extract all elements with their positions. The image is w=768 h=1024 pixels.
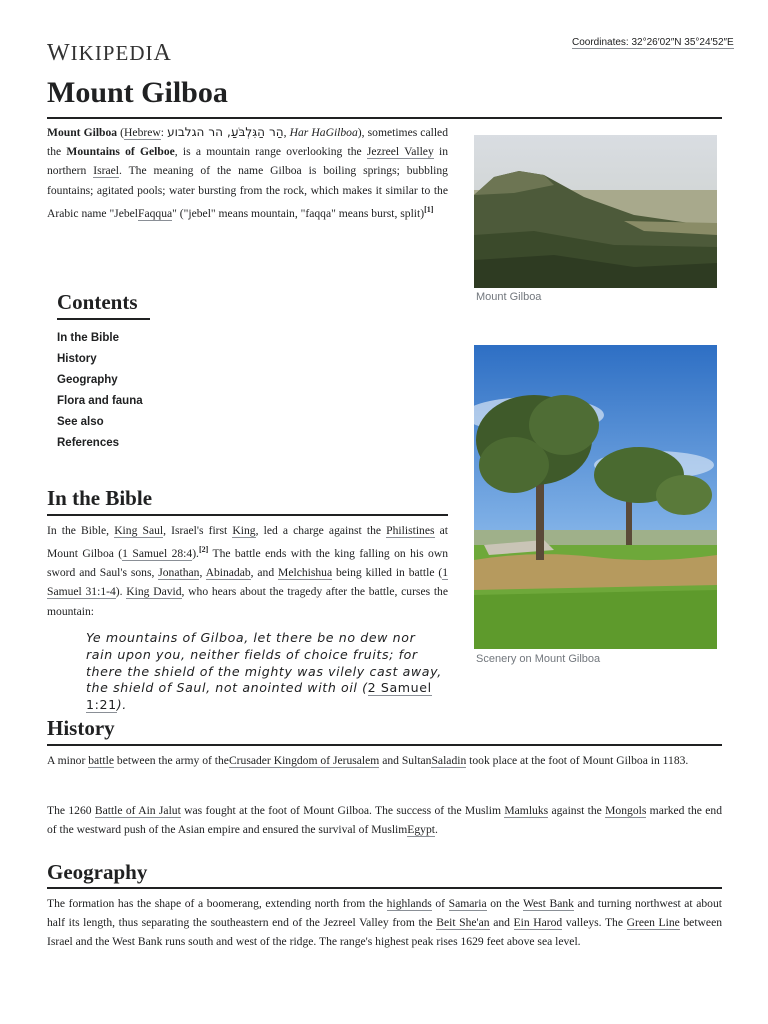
samaria-link[interactable]: Samaria [448,897,487,910]
king-link[interactable]: King [232,524,256,537]
section-heading-geography: Geography [47,860,148,884]
saladin-link[interactable]: Saladin [431,754,467,767]
abinadab-link[interactable]: Abinadab [205,566,251,580]
ein-harod-link[interactable]: Ein Harod [513,916,563,930]
samuel-2-link[interactable]: 2 Samuel 1:21 [86,680,432,713]
coordinates[interactable] [572,37,734,48]
section-divider-history [47,744,722,746]
battle-link[interactable]: battle [88,754,114,767]
section-heading-bible: In the Bible [47,486,153,510]
hebrew-name: הַר הַגִּלְבֹּעַ, הר הגלבוע [167,125,284,139]
title-divider [47,117,722,119]
green-line-link[interactable]: Green Line [626,916,680,930]
wikipedia-logo[interactable] [47,40,172,67]
philistines-link[interactable]: Philistines [386,524,435,537]
figure-caption-2: Scenery on Mount Gilboa [476,653,601,665]
jezreel-valley-link[interactable]: Jezreel Valley [366,145,434,159]
section-heading-history: History [47,716,115,740]
mamluks-link[interactable]: Mamluks [504,804,549,817]
reference-2[interactable]: [2] [198,545,209,555]
beit-shean-link[interactable]: Beit She'an [436,916,490,930]
toc-item-history[interactable]: History [57,353,97,365]
samuel-31-link[interactable]: 1 Samuel 31:1-4 [47,566,448,599]
highlands-link[interactable]: highlands [386,897,432,910]
toc-item-geography[interactable]: Geography [57,374,118,386]
king-david-link[interactable]: King David [126,585,182,599]
article-name: Mount Gilboa [47,126,118,139]
israel-link[interactable]: Israel [93,164,119,178]
samuel-28-link[interactable]: 1 Samuel 28:4 [122,547,193,561]
battle-of-ain-jalut-link[interactable]: Battle of Ain Jalut [94,804,181,817]
toc-item-see-also[interactable]: See also [57,416,104,428]
alt-name: Mountains of Gelboe [66,145,175,159]
logo-text: IKIPEDI [70,41,154,65]
toc-item-flora-and-fauna[interactable]: Flora and fauna [57,395,143,407]
section-divider-geography [47,887,722,889]
bible-quote: Ye mountains of Gilboa, let there be no dew nor rain upon you, neither fields of choice fruits; for there the shield of the mighty was vilely cast away, the shield of Saul, not anointed with oil (2 Samuel 1:21). [86,630,442,713]
toc-title: Contents [57,290,150,320]
coordinates-label: Coordinates [572,37,626,48]
faqqua-link[interactable]: Faqqua [138,206,173,220]
hebrew-link[interactable]: Hebrew [124,126,161,139]
mongols-link[interactable]: Mongols [605,804,647,817]
intro-paragraph: Mount Gilboa (Hebrew: הַר הַגִּלְבֹּעַ, הר הגלבוע, Har HaGilboa), sometimes called the Mountains of Gelboe, is a mountain range overlooking the Jezreel Valley in northern Israel. The meaning of the name Gilboa is boiling springs; bubbling fountains; agitated pools; water bursting from the rock, which makes it similar to the Arabic name "JebelFaqqua" ("jebel" means mountain, "faqqa" means burst, split)[1] [47,125,448,220]
reference-1[interactable]: [1] [424,204,434,214]
crusader-link[interactable]: Crusader [228,754,271,767]
geography-paragraph: The formation has the shape of a boomerang, extending north from the highlands of Samaria on the West Bank and turning northwest at about half its length, thus separating the southeastern end of the Jezreel Valley from the Beit She'an and Ein Harod valleys. The Green Line between Israel and the West Bank runs south and west of the ridge. The range's highest peak rises 1629 feet above sea level. [47,897,723,949]
gilboa-scenery-photo[interactable] [474,345,717,649]
toc-item-references[interactable]: References [57,437,120,449]
west-bank-link[interactable]: West Bank [522,897,574,910]
section-divider-bible [47,514,448,516]
history-paragraph-2: The 1260 Battle of Ain Jalut was fought at the foot of Mount Gilboa. The success of the Muslim Mamluks against the Mongols marked the end of the westward push of the Asian empire and ensured the survival of MuslimEgypt. [47,804,722,837]
egypt-link[interactable]: Egypt [407,823,435,837]
jonathan-link[interactable]: Jonathan [158,566,200,580]
melchishua-link[interactable]: Melchishua [278,566,333,580]
kingdom-of-jerusalem-link[interactable]: Kingdom of Jerusalem [270,754,380,767]
toc-item-in-the-bible[interactable]: In the Bible [57,332,119,344]
logo-letter: W [47,40,71,66]
bible-paragraph: In the Bible, King Saul, Israel's first King, led a charge against the Philistines at Mount Gilboa (1 Samuel 28:4).[2] The battle ends with the king falling on his own sword and Saul's sons, Jonathan, Abinadab, and Melchishua being killed in battle (1 Samuel 31:1-4). King David, who hears about the tragedy after the battle, curses the mountain: [47,524,448,618]
figure-caption-1: Mount Gilboa [476,291,542,303]
logo-letter-end: A [153,40,172,66]
page-title: Mount Gilboa [47,76,228,109]
history-paragraph-1: A minor battle between the army of theCrusader Kingdom of Jerusalem and SultanSaladin took place at the foot of Mount Gilboa in 1183. [47,754,689,767]
coordinates-value[interactable]: : 32°26′02″N 35°24′52″E [625,37,734,48]
mount-gilboa-photo[interactable] [474,135,717,288]
table-of-contents [57,290,167,454]
king-saul-link[interactable]: King Saul [114,524,164,537]
transliteration: Har HaGilboa [289,126,358,139]
